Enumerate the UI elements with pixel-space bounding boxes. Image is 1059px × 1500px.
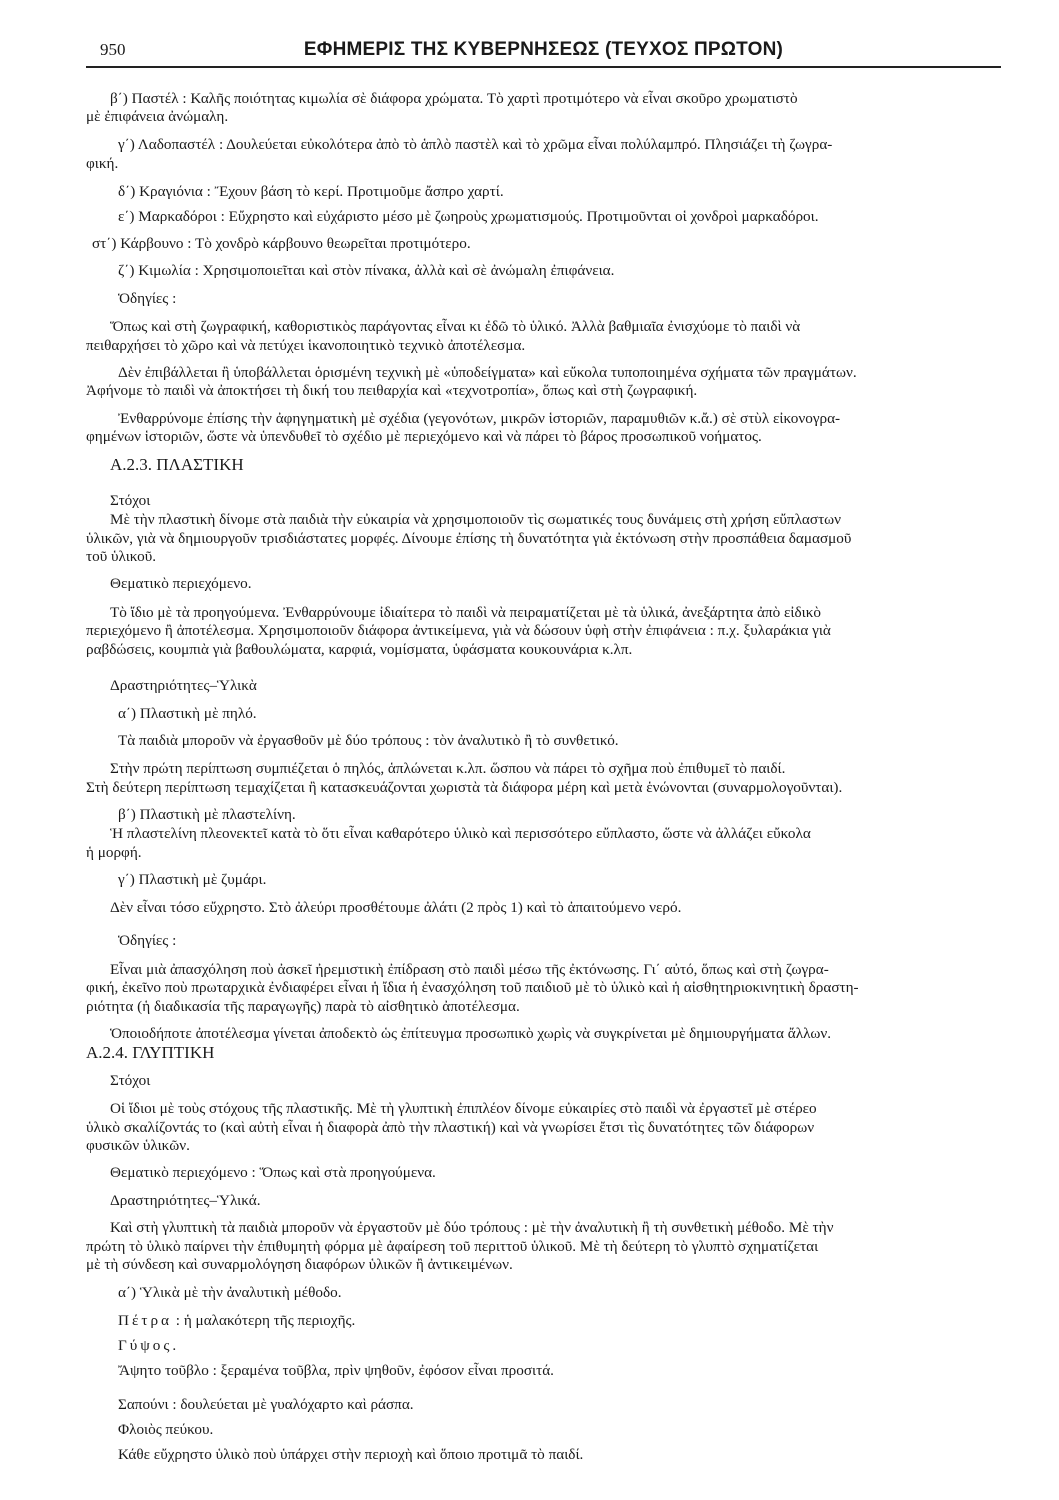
- paragraph-line: Ἐνθαρρύνομε ἐπίσης τὴν ἀφηγηματικὴ μὲ σχέδια (γεγονότων, μικρῶν ἱστοριῶν, παραμυθιῶν κ.ἄ.) σὲ στὺλ εἰκονογρα-: [118, 410, 841, 427]
- journal-title: ΕΦΗΜΕΡΙΣ ΤΗΣ ΚΥΒΕΡΝΗΣΕΩΣ (ΤΕΥΧΟΣ ΠΡΩΤΟΝ): [303, 39, 784, 60]
- subsection-label: Δραστηριότητες–Ὑλικά.: [110, 1192, 261, 1209]
- subsection-label: Στόχοι: [110, 1072, 151, 1089]
- subsection-label: Δραστηριότητες–Ὑλικὰ: [110, 677, 257, 694]
- paragraph-line: Τὸ ἴδιο μὲ τὰ προηγούμενα. Ἐνθαρρύνουμε ἰδιαίτερα τὸ παιδὶ νὰ πειραματίζεται μὲ τὰ ὑλικά, ἀνεξάρτητα ἀπὸ εἰδικὸ: [110, 604, 822, 621]
- paragraph-line: Στὴ δεύτερη περίπτωση τεμαχίζεται ἢ κατασκευάζονται χωριστὰ τὰ διάφορα μέρη καὶ μετὰ ἑνώνονται (συναρμολογοῦνται).: [86, 779, 843, 796]
- section-heading: Α.2.4. ΓΛΥΠΤΙΚΗ: [86, 1043, 215, 1062]
- page-header: [86, 40, 1001, 68]
- paragraph-line: γ΄) Λαδοπαστέλ : Δουλεύεται εὐκολότερα ἀπὸ τὸ ἁπλὸ παστὲλ καὶ τὸ χρῶμα εἶναι πολύλαμπρό. Πλησιάζει τὴ ζωγρα-: [118, 136, 833, 153]
- material-description: : ἡ μαλακότερη τῆς περιοχῆς.: [175, 1312, 356, 1329]
- list-item: γ΄) Πλαστικὴ μὲ ζυμάρι.: [118, 871, 267, 888]
- paragraph-line: Ὁποιοδήποτε ἀποτέλεσμα γίνεται ἀποδεκτὸ ὡς ἐπίτευγμα προσωπικὸ χωρὶς νὰ συγκρίνεται μὲ δημιουργήματα ἄλλων.: [110, 1025, 832, 1042]
- paragraph-line: Τὰ παιδιὰ μποροῦν νὰ ἐργασθοῦν μὲ δύο τρόπους : τὸν ἀναλυτικὸ ἢ τὸ συνθετικό.: [118, 732, 619, 749]
- paragraph-line: Μὲ τὴν πλαστικὴ δίνομε στὰ παιδιὰ τὴν εὐκαιρία νὰ χρησιμοποιοῦν τὶς σωματικές τους δυνάμεις στὴ χρήση εὔπλαστων: [110, 511, 842, 528]
- subsection-label: Θεματικὸ περιεχόμενο.: [110, 575, 252, 592]
- paragraph-line: φική.: [86, 155, 119, 172]
- list-item: α΄) Ὑλικὰ μὲ τὴν ἀναλυτικὴ μέθοδο.: [118, 1284, 342, 1301]
- paragraph-line: πρώτη τὸ ὑλικὸ παίρνει τὴν ἐπιθυμητὴ φόρμα μὲ ἀφαίρεση τοῦ περιττοῦ ὑλικοῦ. Μὲ τὴ δεύτερη τὸ γλυπτὸ σχηματίζεται: [86, 1238, 819, 1255]
- paragraph-line: πειθαρχήσει τὸ χῶρο καὶ νὰ πετύχει ἱκανοποιητικὸ τεχνικὸ ἀποτέλεσμα.: [86, 337, 526, 354]
- paragraph-line: μὲ ἐπιφάνεια ἀνώμαλη.: [86, 108, 229, 125]
- list-item: Κάθε εὔχρηστο ὑλικὸ ποὺ ὑπάρχει στὴν περιοχὴ καὶ ὅποιο προτιμᾶ τὸ παιδί.: [118, 1446, 584, 1463]
- paragraph-line: ριότητα (ἡ διαδικασία τῆς παραγωγῆς) παρὰ τὸ αἰσθητικὸ ἀποτέλεσμα.: [86, 998, 520, 1015]
- paragraph-line: φυσικῶν ὑλικῶν.: [86, 1137, 190, 1154]
- paragraph-line: τοῦ ὑλικοῦ.: [86, 548, 157, 565]
- list-item: Ἄψητο τοῦβλο : ξεραμένα τοῦβλα, πρὶν ψηθοῦν, ἐφόσον εἶναι προσιτά.: [118, 1362, 554, 1379]
- list-item: β΄) Πλαστικὴ μὲ πλαστελίνη.: [118, 806, 296, 823]
- paragraph-line: στ΄) Κάρβουνο : Τὸ χονδρὸ κάρβουνο θεωρεῖται προτιμότερο.: [92, 235, 471, 252]
- paragraph-line: ε΄) Μαρκαδόροι : Εὔχρηστο καὶ εὐχάριστο μέσο μὲ ζωηροὺς χρωματισμούς. Προτιμοῦνται οἱ χονδροὶ μαρκαδόροι.: [118, 208, 819, 225]
- list-item: Σαπούνι : δουλεύεται μὲ γυαλόχαρτο καὶ ράσπα.: [118, 1396, 414, 1413]
- paragraph-line: Δὲν ἐπιβάλλεται ἢ ὑποβάλλεται ὁρισμένη τεχνικὴ μὲ «ὑποδείγματα» καὶ εὔκολα τυποποιημένα σχήματα τῶν πραγμάτων.: [118, 364, 857, 381]
- paragraph-line: ὑλικῶν, γιὰ νὰ δημιουργοῦν τρισδιάστατες μορφές. Δίνουμε ἐπίσης τὴ δυνατότητα γιὰ ἐκτόνωση στὴν προσπάθεια δαμασμοῦ: [86, 530, 852, 547]
- paragraph-line: Ἡ πλαστελίνη πλεονεκτεῖ κατὰ τὸ ὅτι εἶναι καθαρότερο ὑλικὸ καὶ περισσότερο εὔπλαστο, ὥστε νὰ ἀλλάζει εὔκολα: [110, 825, 811, 842]
- subsection-label: Ὁδηγίες :: [118, 932, 177, 949]
- paragraph-line: Εἶναι μιὰ ἀπασχόληση ποὺ ἀσκεῖ ἠρεμιστικὴ ἐπίδραση στὸ παιδὶ μέσω τῆς ἐκτόνωσης. Γι΄ αὐτό, ὅπως καὶ στὴ ζωγρα-: [110, 961, 829, 978]
- list-item: Γύψος.: [118, 1337, 180, 1354]
- paragraph-line: Ὁδηγίες :: [118, 290, 177, 307]
- material-label: Πέτρα: [118, 1312, 172, 1329]
- list-item: [118, 1312, 355, 1329]
- page-number: 950: [100, 40, 126, 59]
- paragraph-line: Ἀφήνομε τὸ παιδὶ νὰ ἀποκτήσει τὴ δική του πειθαρχία καὶ «τεχνοτροπία», ὅπως καὶ στὴ ζωγραφική.: [86, 382, 698, 399]
- paragraph-line: φική, ἐκεῖνο ποὺ πρωταρχικὰ ἐνδιαφέρει εἶναι ἡ ἴδια ἡ ἐνασχόληση τοῦ παιδιοῦ μὲ τὸ ὑλικὸ καὶ ἡ αἰσθητηριοκινητικὴ δραστη-: [86, 979, 859, 996]
- list-item: α΄) Πλαστικὴ μὲ πηλό.: [118, 705, 257, 722]
- paragraph-line: Στὴν πρώτη περίπτωση συμπιέζεται ὁ πηλός, ἁπλώνεται κ.λπ. ὥσπου νὰ πάρει τὸ σχῆμα ποὺ ἐπιθυμεῖ τὸ παιδί.: [110, 760, 786, 777]
- paragraph-line: Οἱ ἴδιοι μὲ τοὺς στόχους τῆς πλαστικῆς. Μὲ τὴ γλυπτικὴ ἐπιπλέον δίνομε εὐκαιρίες στὸ παιδὶ νὰ ἐργαστεῖ μὲ στέρεο: [110, 1100, 817, 1117]
- section-heading: Α.2.3. ΠΛΑΣΤΙΚΗ: [110, 455, 244, 474]
- subsection-label: Στόχοι: [110, 492, 151, 509]
- paragraph-line: περιεχόμενο ἢ ἀποτέλεσμα. Χρησιμοποιοῦν διάφορα ἀντικείμενα, γιὰ νὰ δώσουν ὑφὴ στὴν ἐπιφάνεια : π.χ. ξυλαράκια γιὰ: [86, 622, 831, 639]
- paragraph-line: ἡ μορφή.: [86, 844, 142, 861]
- paragraph-line: ὑλικὸ σκαλίζοντάς το (καὶ αὐτὴ εἶναι ἡ διαφορὰ ἀπὸ τὴν πλαστική) καὶ νὰ γνωρίσει ἔτσι τὶς δυνατότητες τῶν διάφορων: [86, 1119, 815, 1136]
- paragraph-line: Δὲν εἶναι τόσο εὔχρηστο. Στὸ ἀλεύρι προσθέτουμε ἀλάτι (2 πρὸς 1) καὶ τὸ ἀπαιτούμενο νερό.: [110, 899, 682, 916]
- paragraph-line: Καὶ στὴ γλυπτικὴ τὰ παιδιὰ μποροῦν νὰ ἐργαστοῦν μὲ δύο τρόπους : μὲ τὴν ἀναλυτικὴ ἢ τὴ συνθετικὴ μέθοδο. Μὲ τὴν: [110, 1219, 834, 1236]
- paragraph-line: δ΄) Κραγιόνια : Ἔχουν βάση τὸ κερί. Προτιμοῦμε ἄσπρο χαρτί.: [118, 183, 504, 200]
- paragraph-line: μὲ τὴ σύνδεση καὶ συναρμολόγηση διαφόρων ὑλικῶν ἢ ἀντικειμένων.: [86, 1256, 513, 1273]
- paragraph-line: β΄) Παστέλ : Καλῆς ποιότητας κιμωλία σὲ διάφορα χρώματα. Τὸ χαρτὶ προτιμότερο νὰ εἶναι σκοῦρο χρωματιστὸ: [110, 90, 798, 107]
- paragraph-line: ζ΄) Κιμωλία : Χρησιμοποιεῖται καὶ στὸν πίνακα, ἀλλὰ καὶ σὲ ἀνώμαλη ἐπιφάνεια.: [118, 262, 615, 279]
- paragraph-line: Ὅπως καὶ στὴ ζωγραφική, καθοριστικὸς παράγοντας εἶναι κι ἐδῶ τὸ ὑλικό. Ἀλλὰ βαθμιαῖα ἐνισχύομε τὸ παιδὶ νὰ: [110, 318, 801, 335]
- subsection-label: Θεματικὸ περιεχόμενο : Ὅπως καὶ στὰ προηγούμενα.: [110, 1164, 436, 1181]
- paragraph-line: φημένων ἱστοριῶν, ὥστε νὰ ὑπενδυθεῖ τὸ σχέδιο μὲ περιεχόμενο καὶ νὰ πάρει τὸ βάρος προσωπικοῦ νοήματος.: [86, 428, 762, 445]
- paragraph-line: ραβδώσεις, κουμπιὰ γιὰ βαθουλώματα, καρφιά, νομίσματα, ὑφάσματα κουκουνάρια κ.λπ.: [86, 641, 633, 658]
- list-item: Φλοιὸς πεύκου.: [118, 1421, 214, 1438]
